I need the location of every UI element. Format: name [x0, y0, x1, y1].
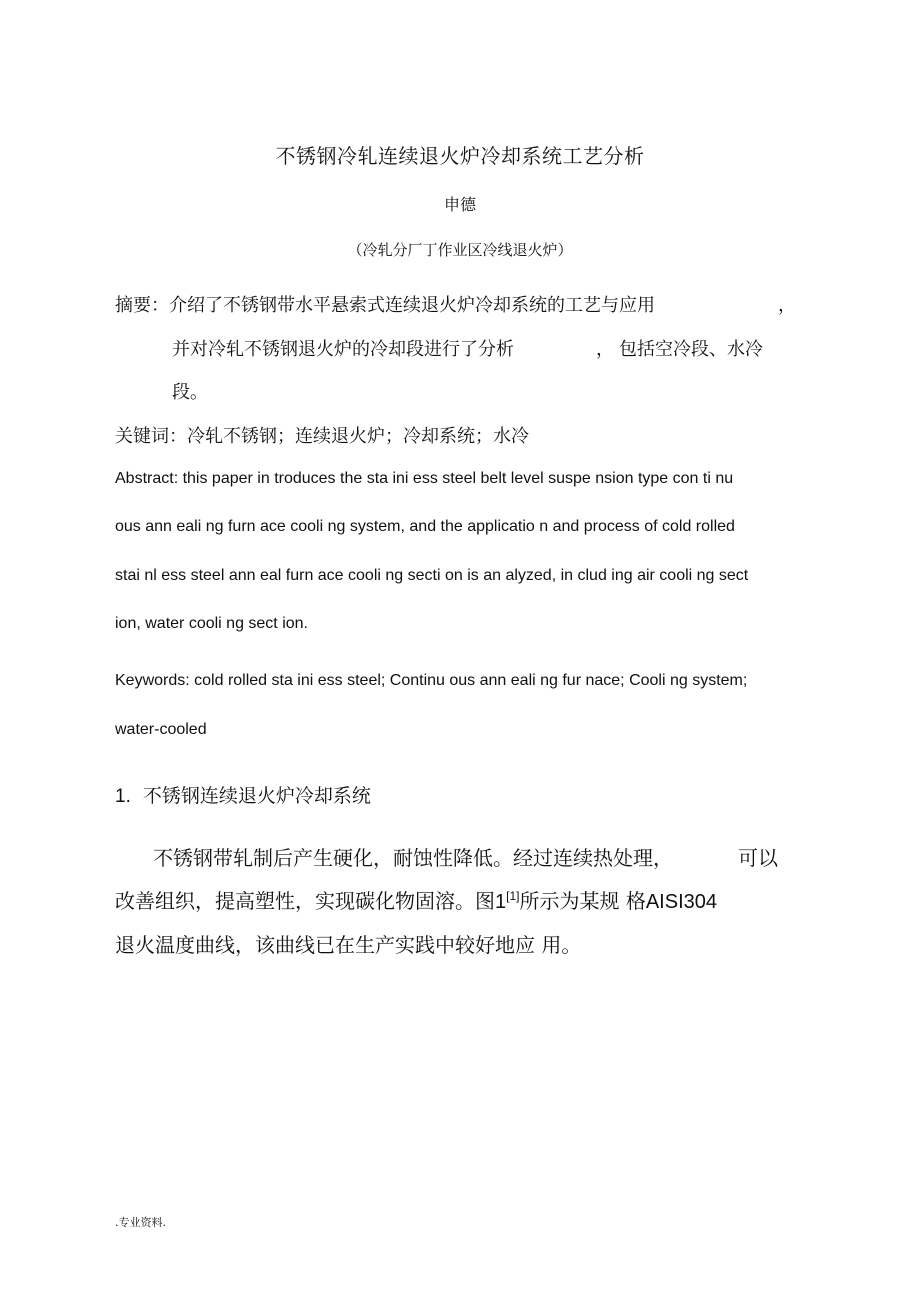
abstract-en-line-4: ion, water cooli ng sect ion.: [115, 615, 308, 632]
body-line-2-text-a: 改善组织，提高塑性，实现碳化物固溶。图: [115, 889, 495, 913]
abstract-en-line-2: ous ann eali ng furn ace cooli ng system, and the applicatio n and process of cold rolled: [115, 518, 735, 535]
keywords-cn: 关键词：冷轧不锈钢；连续退火炉；冷却系统；水冷: [115, 426, 529, 447]
steel-grade: AISI304: [645, 891, 717, 913]
keywords-en-line-2: water-cooled: [115, 721, 207, 738]
body-paragraph-line-2: [115, 885, 717, 914]
section-number: 1.: [115, 786, 131, 807]
section-heading: [115, 781, 371, 808]
author-name: 申德: [443, 195, 476, 214]
abstract-en-line-3: stai nl ess steel ann eal furn ace cooli ng secti on is an alyzed, in clud ing air cooli ng sect: [115, 567, 749, 584]
section-title: 不锈钢连续退火炉冷却系统: [142, 785, 371, 807]
reference-marker: [1]: [506, 889, 520, 903]
abstract-cn-comma-1: ，: [778, 295, 796, 316]
abstract-cn-line-2-tail: 包括空冷段、水冷: [619, 339, 763, 360]
abstract-cn-line-3: 段。: [172, 382, 208, 403]
body-paragraph-line-1-tail: 可以: [738, 846, 778, 870]
figure-number: 1: [495, 891, 507, 913]
document-title: 不锈钢冷轧连续退火炉冷却系统工艺分析: [275, 144, 645, 168]
page-footer: .专业资料.: [115, 1216, 166, 1229]
body-paragraph-line-1: 不锈钢带轧制后产生硬化，耐蚀性降低。经过连续热处理，: [153, 846, 673, 870]
abstract-cn-line-1: 摘要：介绍了不锈钢带水平悬索式连续退火炉冷却系统的工艺与应用: [115, 295, 655, 316]
body-line-2-text-b: 所示为某规 格: [519, 889, 646, 913]
abstract-cn-line-2: 并对冷轧不锈钢退火炉的冷却段进行了分析: [172, 339, 514, 360]
abstract-cn-comma-2: ，: [596, 339, 614, 360]
body-paragraph-line-3: 退火温度曲线，该曲线已在生产实践中较好地应 用。: [115, 933, 582, 957]
keywords-en-line-1: Keywords: cold rolled sta ini ess steel; Continu ous ann eali ng fur nace; Cooli ng system;: [115, 672, 748, 689]
abstract-en-line-1: Abstract: this paper in troduces the sta ini ess steel belt level suspe nsion type con ti nu: [115, 470, 734, 487]
author-affiliation: （冷轧分厂丁作业区冷线退火炉）: [347, 241, 573, 259]
